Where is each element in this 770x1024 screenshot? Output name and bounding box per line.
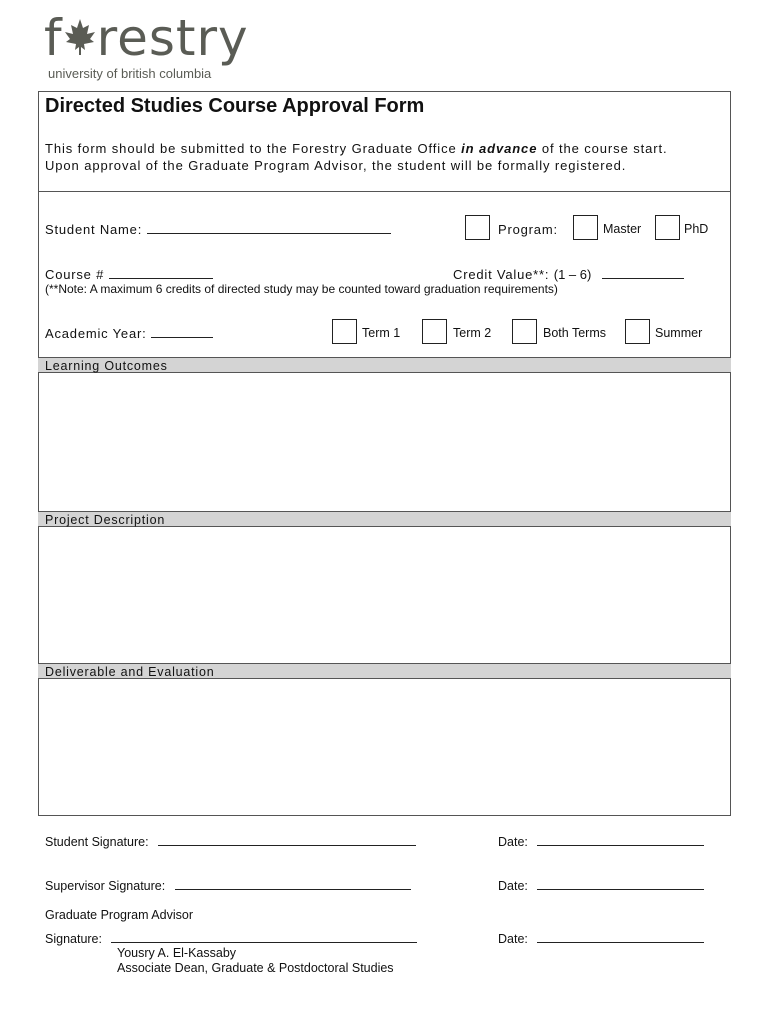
logo-subtitle: university of british columbia xyxy=(48,66,212,81)
intro-line-1 xyxy=(45,141,668,156)
student-signature-label: Student Signature: xyxy=(45,835,149,849)
intro-line-2: Upon approval of the Graduate Program Advisor, the student will be formally registered. xyxy=(45,158,627,173)
supervisor-signature-row xyxy=(45,878,411,893)
student-name-input[interactable] xyxy=(147,222,391,234)
student-signature-input[interactable] xyxy=(158,834,416,846)
intro-emphasis: in advance xyxy=(461,141,538,156)
advisor-date-label: Date: xyxy=(498,932,528,946)
academic-year-input[interactable] xyxy=(151,326,213,338)
student-date-row xyxy=(498,834,704,849)
master-checkbox[interactable] xyxy=(573,215,598,240)
credit-row xyxy=(453,267,684,282)
student-date-label: Date: xyxy=(498,835,528,849)
intro-text-post: of the course start. xyxy=(537,141,668,156)
deliverable-evaluation-header: Deliverable and Evaluation xyxy=(38,663,731,679)
student-date-input[interactable] xyxy=(537,834,704,846)
student-name-label: Student Name: xyxy=(45,222,143,237)
credit-input[interactable] xyxy=(602,267,684,279)
credit-label: Credit Value**: xyxy=(453,267,550,282)
term2-checkbox[interactable] xyxy=(422,319,447,344)
term1-checkbox[interactable] xyxy=(332,319,357,344)
advisor-signature-label: Signature: xyxy=(45,932,102,946)
academic-year-row xyxy=(45,326,213,341)
advisor-date-input[interactable] xyxy=(537,931,704,943)
learning-outcomes-textarea[interactable] xyxy=(39,375,730,509)
deliverable-evaluation-textarea[interactable] xyxy=(39,681,730,815)
logo-letter-f: f xyxy=(44,9,63,67)
supervisor-date-input[interactable] xyxy=(537,878,704,890)
credit-range: (1 – 6) xyxy=(553,267,592,282)
program-checkbox[interactable] xyxy=(465,215,490,240)
course-row xyxy=(45,267,213,282)
both-terms-label: Both Terms xyxy=(543,326,606,340)
supervisor-signature-label: Supervisor Signature: xyxy=(45,879,166,893)
program-label: Program: xyxy=(498,222,558,237)
maple-leaf-icon xyxy=(63,17,97,57)
supervisor-date-row xyxy=(498,878,704,893)
academic-year-label: Academic Year: xyxy=(45,326,147,341)
advisor-signature-row xyxy=(45,931,417,946)
intro-text-pre: This form should be submitted to the Forestry Graduate Office xyxy=(45,141,462,156)
logo-word-rest: restry xyxy=(96,9,249,67)
advisor-name: Yousry A. El-Kassaby xyxy=(117,946,237,960)
summer-checkbox[interactable] xyxy=(625,319,650,344)
term2-label: Term 2 xyxy=(453,326,492,340)
credit-note: (**Note: A maximum 6 credits of directed study may be counted toward graduation requirements) xyxy=(45,282,558,296)
learning-outcomes-header: Learning Outcomes xyxy=(38,357,731,373)
project-description-textarea[interactable] xyxy=(39,529,730,661)
divider xyxy=(38,191,731,192)
summer-label: Summer xyxy=(655,326,703,340)
course-input[interactable] xyxy=(109,267,213,279)
advisor-date-row xyxy=(498,931,704,946)
term1-label: Term 1 xyxy=(362,326,401,340)
project-description-header: Project Description xyxy=(38,511,731,527)
phd-option-label: PhD xyxy=(684,222,709,236)
advisor-title: Associate Dean, Graduate & Postdoctoral Studies xyxy=(117,961,394,975)
student-name-row xyxy=(45,222,391,237)
phd-checkbox[interactable] xyxy=(655,215,680,240)
course-label: Course # xyxy=(45,267,105,282)
supervisor-signature-input[interactable] xyxy=(175,878,411,890)
both-terms-checkbox[interactable] xyxy=(512,319,537,344)
forestry-logo xyxy=(44,8,249,68)
advisor-heading: Graduate Program Advisor xyxy=(45,908,193,922)
supervisor-date-label: Date: xyxy=(498,879,528,893)
master-option-label: Master xyxy=(603,222,642,236)
advisor-signature-input[interactable] xyxy=(111,931,417,943)
form-title: Directed Studies Course Approval Form xyxy=(45,95,425,117)
student-signature-row xyxy=(45,834,416,849)
